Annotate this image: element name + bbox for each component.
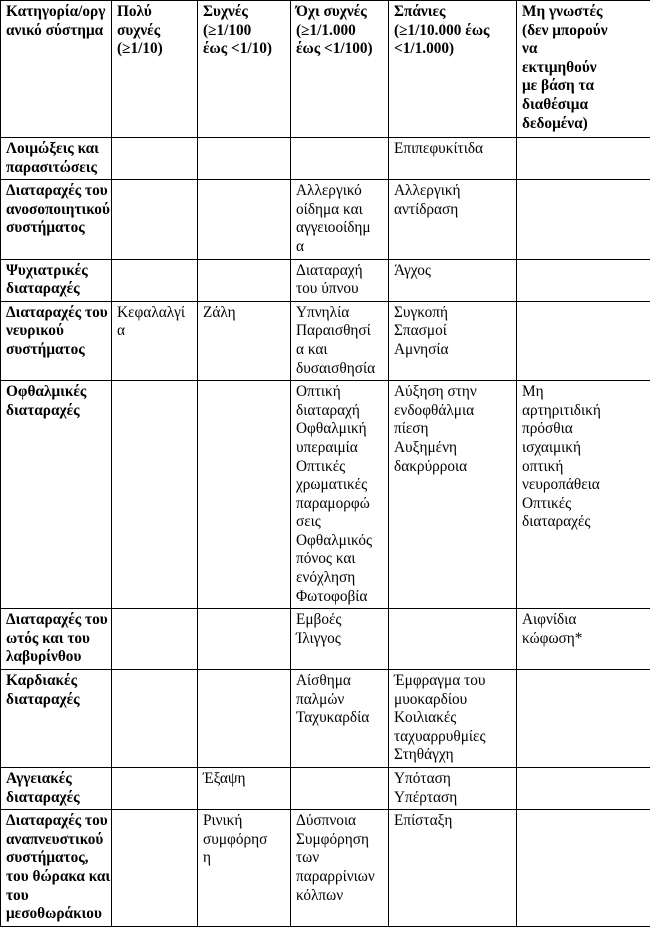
cell-text-line: Ρινική [203, 812, 286, 831]
cell-text-line: Έμφραγμα του [394, 672, 512, 691]
cell-rare [389, 259, 517, 301]
cell-text-line: Οπτική [296, 383, 384, 402]
cell-system-organ-class [1, 670, 112, 768]
header-common [198, 1, 291, 138]
cell-text-line: διαταραχές [6, 691, 107, 710]
cell-uncommon [291, 259, 389, 301]
cell-very-common [112, 301, 198, 380]
cell-text-line: Αλλεργική [394, 182, 512, 201]
cell-text-line: συστήματος [6, 341, 107, 360]
cell-text-line: συστήματος, [6, 849, 107, 868]
cell-text-line: Ψυχιατρικές [6, 262, 107, 281]
cell-text-line: συμφόρησ [203, 831, 286, 850]
cell-very-common [112, 609, 198, 670]
cell-text-line: Ίλιγγος [296, 630, 384, 649]
cell-text-line: νευρικού [6, 322, 107, 341]
cell-not-known [517, 381, 650, 609]
cell-uncommon [291, 810, 389, 927]
cell-text-line: οπτική [522, 458, 646, 477]
cell-text-line: του [6, 887, 107, 906]
cell-very-common [112, 180, 198, 259]
cell-very-common [112, 670, 198, 768]
cell-text-line: Αγγειακές [6, 770, 107, 789]
cell-system-organ-class [1, 138, 112, 180]
cell-not-known [517, 609, 650, 670]
cell-text-line: του ύπνου [296, 280, 384, 299]
cell-text-line: Επίσταξη [394, 812, 512, 831]
table-row [1, 670, 650, 768]
header-text-line: έως <1/10) [203, 40, 286, 59]
cell-text-line: Ταχυκαρδία [296, 709, 384, 728]
cell-text-line: Αίσθημα [296, 672, 384, 691]
cell-text-line: Οφθαλμική [296, 420, 384, 439]
cell-common [198, 609, 291, 670]
header-text-line: διαθέσιμα [522, 96, 646, 115]
header-text-line: Κατηγορία/οργ [6, 3, 107, 22]
cell-uncommon [291, 301, 389, 380]
cell-system-organ-class [1, 180, 112, 259]
cell-text-line: αναπνευστικού [6, 831, 107, 850]
cell-uncommon [291, 138, 389, 180]
header-text-line: (≥1/1.000 [296, 22, 384, 41]
cell-text-line: των [296, 849, 384, 868]
cell-text-line: πόνος και [296, 550, 384, 569]
header-text-line: ανικό σύστημα [6, 22, 107, 41]
header-text-line: (≥1/10.000 έως [394, 22, 512, 41]
cell-text-line: Δύσπνοια [296, 812, 384, 831]
table-row [1, 768, 650, 810]
cell-text-line: Οφθαλμικές [6, 383, 107, 402]
cell-text-line: πίεση [394, 420, 512, 439]
cell-text-line: λαβυρίνθου [6, 648, 107, 667]
cell-text-line: Διαταραχές του [6, 611, 107, 630]
cell-common [198, 381, 291, 609]
cell-text-line: διαταραχές [6, 402, 107, 421]
cell-uncommon [291, 768, 389, 810]
cell-text-line: κώφωση* [522, 630, 646, 649]
cell-text-line: διαταραχές [6, 280, 107, 299]
cell-text-line: παραρρίνιων [296, 868, 384, 887]
cell-text-line: α [117, 322, 193, 341]
cell-text-line: ανοσοποιητικού [6, 201, 107, 220]
cell-text-line: α και [296, 341, 384, 360]
cell-text-line: Καρδιακές [6, 672, 107, 691]
cell-text-line: οίδημα και [296, 201, 384, 220]
cell-not-known [517, 670, 650, 768]
cell-system-organ-class [1, 768, 112, 810]
cell-rare [389, 138, 517, 180]
cell-text-line: Στηθάγχη [394, 746, 512, 765]
cell-text-line: Υπόταση [394, 770, 512, 789]
cell-text-line: παραμορφώ [296, 495, 384, 514]
table-row [1, 810, 650, 927]
cell-text-line: δυσαισθησία [296, 360, 384, 379]
cell-text-line: Συμφόρηση [296, 831, 384, 850]
cell-text-line: ενδοφθάλμια [394, 402, 512, 421]
cell-common [198, 768, 291, 810]
cell-text-line: Φωτοφοβία [296, 588, 384, 607]
cell-text-line: Υπνηλία [296, 304, 384, 323]
cell-text-line: συστήματος [6, 219, 107, 238]
cell-text-line: Αιφνίδια [522, 611, 646, 630]
header-text-line: να [522, 40, 646, 59]
cell-text-line: μεσοθωράκιου [6, 905, 107, 924]
cell-not-known [517, 180, 650, 259]
cell-text-line: Οφθαλμικός [296, 532, 384, 551]
cell-text-line: πρόσθια [522, 420, 646, 439]
cell-text-line: Εμβοές [296, 611, 384, 630]
cell-text-line: Διαταραχή [296, 262, 384, 281]
cell-uncommon [291, 670, 389, 768]
cell-common [198, 670, 291, 768]
cell-text-line: Συγκοπή [394, 304, 512, 323]
cell-system-organ-class [1, 609, 112, 670]
cell-text-line: αγγειοοίδημ [296, 219, 384, 238]
cell-very-common [112, 810, 198, 927]
cell-text-line: η [203, 849, 286, 868]
header-uncommon [291, 1, 389, 138]
cell-uncommon [291, 180, 389, 259]
cell-text-line: Αμνησία [394, 341, 512, 360]
cell-text-line: νευροπάθεια [522, 476, 646, 495]
cell-text-line: παλμών [296, 691, 384, 710]
cell-common [198, 259, 291, 301]
cell-rare [389, 810, 517, 927]
cell-very-common [112, 768, 198, 810]
cell-text-line: Έξαψη [203, 770, 286, 789]
cell-rare [389, 381, 517, 609]
cell-text-line: υπεραιμία [296, 439, 384, 458]
table-row [1, 138, 650, 180]
cell-common [198, 138, 291, 180]
table-body [1, 138, 650, 927]
cell-text-line: παρασιτώσεις [6, 159, 107, 178]
header-row [1, 1, 650, 138]
cell-not-known [517, 301, 650, 380]
cell-rare [389, 609, 517, 670]
cell-rare [389, 768, 517, 810]
cell-text-line: Κεφαλαλγί [117, 304, 193, 323]
cell-system-organ-class [1, 810, 112, 927]
table-row [1, 609, 650, 670]
cell-text-line: σεις [296, 513, 384, 532]
cell-system-organ-class [1, 259, 112, 301]
cell-text-line: α [296, 238, 384, 257]
header-system-organ-class [1, 1, 112, 138]
header-text-line: Σπάνιες [394, 3, 512, 22]
cell-common [198, 810, 291, 927]
header-text-line: (δεν μπορούν [522, 22, 646, 41]
cell-common [198, 301, 291, 380]
cell-text-line: αρτηριτιδική [522, 402, 646, 421]
cell-not-known [517, 138, 650, 180]
header-rare [389, 1, 517, 138]
cell-text-line: Διαταραχές του [6, 304, 107, 323]
cell-text-line: δακρύρροια [394, 458, 512, 477]
cell-not-known [517, 259, 650, 301]
cell-text-line: Αλλεργικό [296, 182, 384, 201]
cell-text-line: Σπασμοί [394, 322, 512, 341]
header-text-line: Όχι συχνές [296, 3, 384, 22]
cell-not-known [517, 810, 650, 927]
cell-text-line: διαταραχές [6, 789, 107, 808]
table-row [1, 381, 650, 609]
cell-text-line: αντίδραση [394, 201, 512, 220]
cell-very-common [112, 259, 198, 301]
header-text-line: Συχνές [203, 3, 286, 22]
table-row [1, 301, 650, 380]
cell-text-line: Οπτικές [522, 495, 646, 514]
cell-text-line: ωτός και του [6, 630, 107, 649]
header-text-line: εκτιμηθούν [522, 59, 646, 78]
cell-text-line: Παραισθησί [296, 322, 384, 341]
cell-uncommon [291, 381, 389, 609]
cell-text-line: διαταραχές [522, 513, 646, 532]
cell-text-line: Αύξηση στην [394, 383, 512, 402]
cell-uncommon [291, 609, 389, 670]
cell-system-organ-class [1, 301, 112, 380]
cell-text-line: μυοκαρδίου [394, 691, 512, 710]
cell-text-line: Μη [522, 383, 646, 402]
cell-text-line: ενόχληση [296, 569, 384, 588]
cell-text-line: Οπτικές [296, 458, 384, 477]
cell-system-organ-class [1, 381, 112, 609]
cell-text-line: Ζάλη [203, 304, 286, 323]
cell-rare [389, 670, 517, 768]
table-row [1, 180, 650, 259]
cell-rare [389, 301, 517, 380]
cell-text-line: Άγχος [394, 262, 512, 281]
header-text-line: <1/1.000) [394, 40, 512, 59]
header-text-line: (≥1/100 [203, 22, 286, 41]
header-text-line: δεδομένα) [522, 115, 646, 134]
header-not-known [517, 1, 650, 138]
cell-text-line: Αυξημένη [394, 439, 512, 458]
cell-rare [389, 180, 517, 259]
header-very-common [112, 1, 198, 138]
cell-very-common [112, 138, 198, 180]
cell-text-line: Λοιμώξεις και [6, 140, 107, 159]
cell-very-common [112, 381, 198, 609]
cell-text-line: Υπέρταση [394, 789, 512, 808]
cell-text-line: Διαταραχές του [6, 812, 107, 831]
header-text-line: Πολύ [117, 3, 193, 22]
cell-text-line: του θώρακα και [6, 868, 107, 887]
cell-text-line: ταχυαρρυθμίες [394, 728, 512, 747]
header-text-line: Μη γνωστές [522, 3, 646, 22]
header-text-line: συχνές [117, 22, 193, 41]
cell-text-line: Επιπεφυκίτιδα [394, 140, 512, 159]
cell-text-line: διαταραχή [296, 402, 384, 421]
cell-text-line: Διαταραχές του [6, 182, 107, 201]
header-text-line: έως <1/100) [296, 40, 384, 59]
cell-text-line: Κοιλιακές [394, 709, 512, 728]
header-text-line: (≥1/10) [117, 40, 193, 59]
cell-text-line: χρωματικές [296, 476, 384, 495]
cell-text-line: κόλπων [296, 887, 384, 906]
table-row [1, 259, 650, 301]
cell-common [198, 180, 291, 259]
header-text-line: με βάση τα [522, 77, 646, 96]
cell-text-line: ισχαιμική [522, 439, 646, 458]
cell-not-known [517, 768, 650, 810]
